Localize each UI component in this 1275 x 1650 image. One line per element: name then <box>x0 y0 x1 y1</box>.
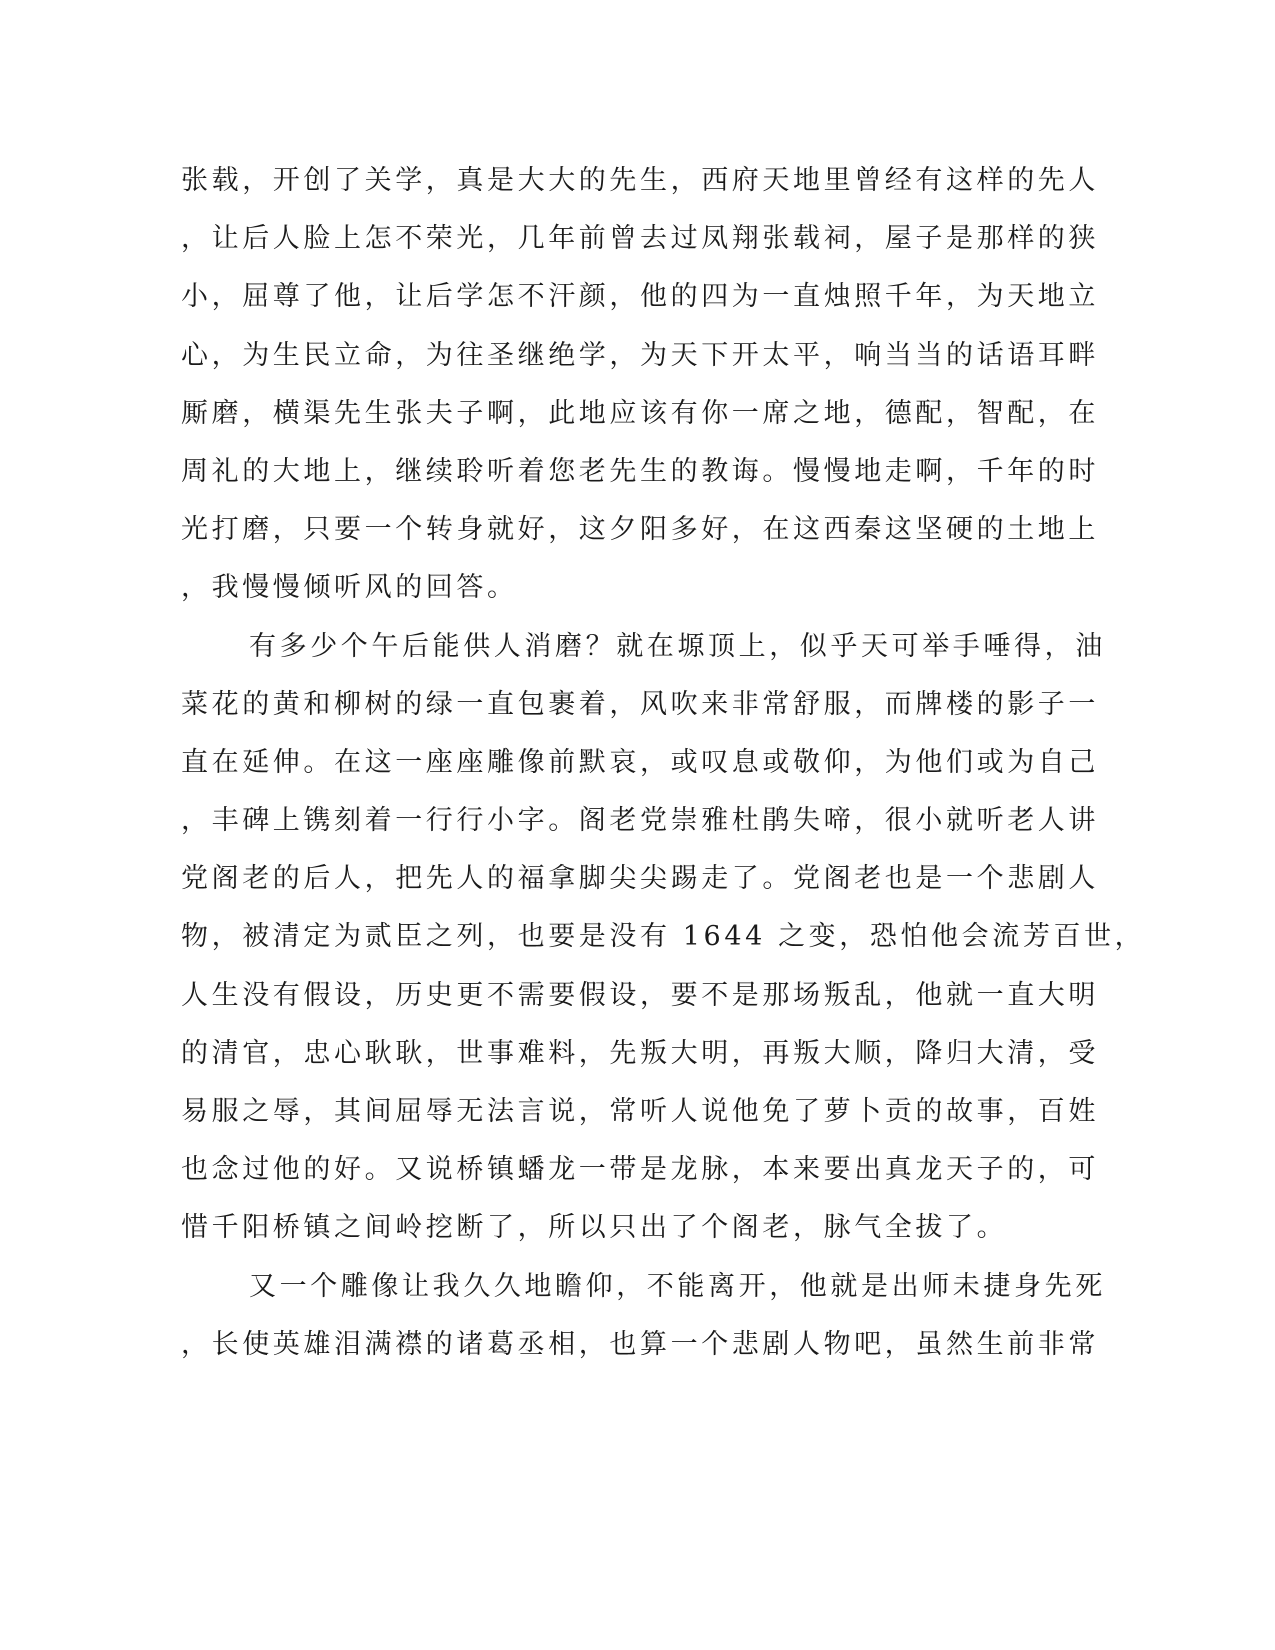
text-line: ，我慢慢倾听风的回答。 <box>181 572 518 604</box>
text-line: 菜花的黄和柳树的绿一直包裹着，风吹来非常舒服，而牌楼的影子一 <box>181 688 1099 720</box>
text-line: 光打磨，只要一个转身就好，这夕阳多好，在这西秦这坚硬的土地上 <box>181 514 1099 546</box>
text-line: 易服之辱，其间屈辱无法言说，常听人说他免了萝卜贡的故事，百姓 <box>181 1096 1099 1127</box>
paragraph-first-line: 有多少个午后能供人消磨？就在塬顶上，似乎天可举手唾得，油 <box>249 630 1106 662</box>
text-line: ，长使英雄泪满襟的诸葛丞相，也算一个悲剧人物吧，虽然生前非常 <box>181 1328 1099 1360</box>
text-line: 心，为生民立命，为往圣继绝学，为天下开太平，响当当的话语耳畔 <box>181 339 1099 371</box>
text-line: ，丰碑上镌刻着一行行小字。阁老党崇雅杜鹃失啼，很小就听老人讲 <box>181 805 1099 837</box>
text-line: 直在延伸。在这一座座雕像前默哀，或叹息或敬仰，为他们或为自己 <box>181 746 1099 778</box>
text-line: 人生没有假设，历史更不需要假设，要不是那场叛乱，他就一直大明 <box>181 979 1099 1011</box>
text-line: 张载，开创了关学，真是大大的先生，西府天地里曾经有这样的先人 <box>181 165 1099 196</box>
text-line: 小，屈尊了他，让后学怎不汗颜，他的四为一直烛照千年，为天地立 <box>181 281 1099 313</box>
text-line: ，让后人脸上怎不荣光，几年前曾去过凤翔张载祠，屋子是那样的狭 <box>181 223 1099 255</box>
text-line: 的清官，忠心耿耿，世事难料，先叛大明，再叛大顺，降归大清，受 <box>181 1037 1099 1069</box>
text-line: 物，被清定为贰臣之列，也要是没有 1644 之变，恐怕他会流芳百世， <box>181 921 1146 953</box>
body-text <box>181 157 1146 1379</box>
text-line: 惜千阳桥镇之间岭挖断了，所以只出了个阁老，脉气全拔了。 <box>181 1212 1008 1244</box>
text-line: 周礼的大地上，继续聆听着您老先生的教诲。慢慢地走啊，千年的时 <box>181 455 1099 487</box>
text-line: 厮磨，横渠先生张夫子啊，此地应该有你一席之地，德配，智配，在 <box>181 397 1099 429</box>
text-line: 党阁老的后人，把先人的福拿脚尖尖踢走了。党阁老也是一个悲剧人 <box>181 863 1099 895</box>
text-line: 也念过他的好。又说桥镇蟠龙一带是龙脉，本来要出真龙天子的，可 <box>181 1154 1099 1186</box>
paragraph-first-line: 又一个雕像让我久久地瞻仰，不能离开，他就是出师未捷身先死 <box>249 1270 1106 1302</box>
